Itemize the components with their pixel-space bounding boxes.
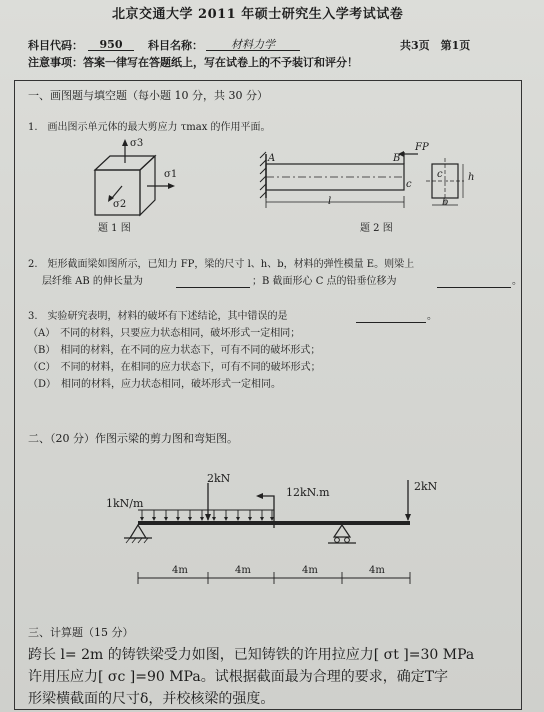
q3-end: 。: [427, 311, 437, 322]
fig1-caption: 题 1 图: [98, 223, 131, 234]
figure1-cube: [80, 138, 190, 228]
fig2-label-b-width: b: [442, 197, 449, 208]
exam-title: 北京交通大学 2011 年硕士研究生入学考试试卷: [112, 7, 404, 22]
section3-line3: 形梁横截面的尺寸δ，并校核梁的强度。: [28, 691, 275, 707]
section3-line1: 跨长 l= 2m 的铸铁梁受力如图，已知铸铁的许用拉应力[ σt ]=30 MPa: [28, 647, 475, 663]
section2-heading: 二、（20 分）作图示梁的剪力图和弯矩图。: [28, 432, 238, 445]
subject-code-value: 950: [88, 39, 134, 51]
q3-text: 3. 实验研究表明，材料的破坏有下述结论，其中错误的是: [28, 311, 288, 322]
q2-blank1: [176, 277, 250, 288]
beam-load-2kn-right: 2kN: [414, 480, 438, 493]
fig2-label-c: c: [406, 179, 412, 190]
q2-line1: 2. 矩形截面梁如图所示，已知力 FP，梁的尺寸 l、h、b，材料的弹性模量 E。则梁上: [28, 259, 415, 270]
beam-dim-2: 4m: [235, 565, 251, 576]
q2-line2-b: ；B 截面形心 C 点的铅垂位移为: [252, 276, 397, 287]
beam-dim-4: 4m: [369, 565, 385, 576]
fig2-label-b: B: [393, 153, 401, 164]
q3-option-a: （A） 不同的材料，只要应力状态相同，破坏形式一定相同；: [28, 328, 301, 339]
fig2-label-l: l: [328, 196, 332, 207]
q2-line2-c: 。: [512, 276, 522, 287]
fig1-sigma2: σ2: [113, 199, 127, 210]
fig1-sigma1: σ1: [164, 169, 178, 180]
beam-dim-1: 4m: [172, 565, 188, 576]
q2-line2-a: 层纤维 AB 的伸长量为: [42, 276, 143, 287]
q2-blank2: [437, 277, 511, 288]
beam-distributed-load: 1kN/m: [106, 497, 144, 510]
beam-load-2kn-left: 2kN: [207, 472, 231, 485]
fig2-label-force: FP: [415, 142, 429, 153]
q3-option-b: （B） 相同的材料，在不同的应力状态下，可有不同的破坏形式；: [28, 345, 321, 356]
figure2-cantilever: [258, 150, 488, 220]
subject-name-label: 科目名称：: [148, 39, 203, 52]
beam-moment: 12kN.m: [286, 486, 330, 499]
exam-notice: 注意事项：答案一律写在答题纸上，写在试卷上的不予装订和评分！: [28, 56, 358, 69]
subject-name-value: 材料力学: [206, 39, 300, 51]
page-count: 共3页 第1页: [400, 39, 471, 52]
q3-option-d: （D） 相同的材料，应力状态相同，破坏形式一定相同。: [28, 379, 282, 390]
section3-line2: 许用压应力[ σc ]=90 MPa。试根据截面最为合理的要求，确定T字: [28, 669, 449, 685]
q3-option-c: （C） 不同的材料，在相同的应力状态下，可有不同的破坏形式；: [28, 362, 321, 373]
q1-text: 1. 画出图示单元体的最大剪应力 τmax 的作用平面。: [28, 122, 271, 133]
beam-dim-3: 4m: [302, 565, 318, 576]
q3-blank: [356, 312, 426, 323]
fig2-label-h: h: [468, 172, 475, 183]
fig2-section-c: c: [437, 169, 443, 180]
section1-heading: 一、画图题与填空题（每小题 10 分，共 30 分）: [28, 89, 268, 102]
fig1-sigma3: σ3: [130, 138, 144, 149]
section3-heading: 三、计算题（15 分）: [28, 626, 134, 639]
fig2-caption: 题 2 图: [360, 223, 393, 234]
fig2-label-a: A: [268, 153, 276, 164]
subject-code-label: 科目代码：: [28, 39, 83, 52]
